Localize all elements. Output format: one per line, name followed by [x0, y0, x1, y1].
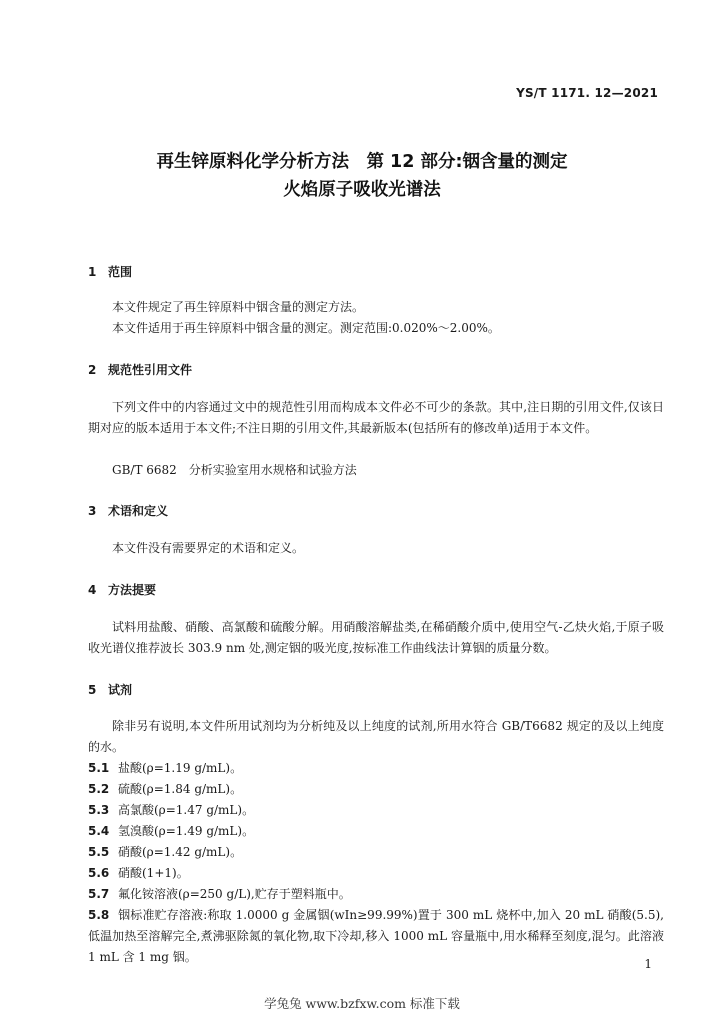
item-text: 盐酸(ρ=1.19 g/mL)。 — [118, 761, 243, 775]
section-title: 范围 — [108, 265, 133, 279]
item-number: 5.1 — [88, 761, 110, 775]
item-text: 硫酸(ρ=1.84 g/mL)。 — [118, 782, 243, 796]
item-text: 氟化铵溶液(ρ=250 g/L),贮存于塑料瓶中。 — [118, 887, 351, 901]
section-number: 5 — [88, 683, 97, 697]
paragraph: 下列文件中的内容通过文中的规范性引用而构成本文件必不可少的条款。其中,注日期的引用文件,仅该日期对应的版本适用于本文件;不注日期的引用文件,其最新版本(包括所有的修改单)适用于本文件。 — [88, 400, 664, 435]
section-number: 2 — [88, 363, 97, 377]
list-item — [88, 779, 664, 800]
list-item — [88, 821, 664, 842]
item-number: 5.3 — [88, 803, 110, 817]
section-1-heading — [88, 263, 132, 280]
paragraph: 本文件规定了再生锌原料中铟含量的测定方法。 — [112, 300, 365, 314]
paragraph: 本文件适用于再生锌原料中铟含量的测定。测定范围:0.020%～2.00%。 — [112, 321, 500, 335]
section-title: 方法提要 — [108, 583, 157, 597]
section-number: 1 — [88, 265, 97, 279]
item-number: 5.7 — [88, 887, 110, 901]
section-title: 术语和定义 — [108, 504, 169, 518]
list-item — [88, 800, 664, 821]
item-text: 高氯酸(ρ=1.47 g/mL)。 — [118, 803, 255, 817]
normative-reference: GB/T 6682 分析实验室用水规格和试验方法 — [112, 463, 357, 477]
document-title-line2: 火焰原子吸收光谱法 — [283, 180, 441, 200]
paragraph: 除非另有说明,本文件所用试剂均为分析纯及以上纯度的试剂,所用水符合 GB/T6682 规定的及以上纯度的水。 — [88, 719, 664, 754]
page-number: 1 — [644, 957, 652, 971]
item-number: 5.8 — [88, 908, 110, 922]
section-4-heading — [88, 581, 156, 598]
paragraph: 试料用盐酸、硝酸、高氯酸和硫酸分解。用硝酸溶解盐类,在稀硝酸介质中,使用空气-乙炔火焰,于原子吸收光谱仪推荐波长 303.9 nm 处,测定铟的吸光度,按标准工作曲线法计算铟的质量分数。 — [88, 620, 664, 655]
section-5-heading — [88, 681, 132, 698]
item-number: 5.2 — [88, 782, 110, 796]
item-number: 5.5 — [88, 845, 110, 859]
standard-code: YS/T 1171. 12—2021 — [516, 86, 658, 100]
item-text: 硝酸(ρ=1.42 g/mL)。 — [118, 845, 243, 859]
list-item — [88, 842, 664, 863]
list-item — [88, 884, 664, 905]
paragraph: 本文件没有需要界定的术语和定义。 — [112, 541, 305, 555]
item-number: 5.4 — [88, 824, 110, 838]
section-title: 试剂 — [108, 683, 133, 697]
watermark-footer: 学兔兔 www.bzfxw.com 标准下载 — [264, 996, 460, 1011]
list-item — [88, 905, 664, 968]
section-number: 3 — [88, 504, 97, 518]
list-item — [88, 758, 664, 779]
section-3-heading — [88, 502, 168, 519]
item-text: 氢溴酸(ρ=1.49 g/mL)。 — [118, 824, 255, 838]
item-text: 铟标准贮存溶液:称取 1.0000 g 金属铟(wIn≥99.99%)置于 300 mL 烧杯中,加入 20 mL 硝酸(5.5),低温加热至溶解完全,煮沸驱除氮的氧化物,取下冷却,移入 1000 mL 容量瓶中,用水稀释至刻度,混匀。此溶液 1 mL 含 1 mg 铟。 — [88, 908, 664, 964]
item-text: 硝酸(1+1)。 — [118, 866, 189, 880]
item-number: 5.6 — [88, 866, 110, 880]
list-item — [88, 863, 664, 884]
section-number: 4 — [88, 583, 97, 597]
document-title-line1: 再生锌原料化学分析方法 第 12 部分:铟含量的测定 — [156, 152, 568, 172]
section-2-heading — [88, 361, 192, 378]
section-title: 规范性引用文件 — [108, 363, 193, 377]
